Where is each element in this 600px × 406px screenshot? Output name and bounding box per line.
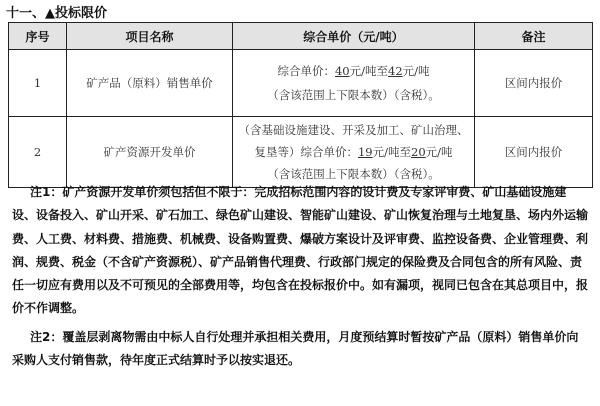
table-row bbox=[9, 117, 593, 188]
price-note: （含该范围上下限本数）（含税）。 bbox=[267, 167, 440, 181]
note-2: 注2：覆盖层剥离物需由中标人自行处理并承担相关费用，月度预结算时暂按矿产品（原料）销售单价向采购人支付销售款，待年度正式结算时予以按实退还。 bbox=[12, 329, 579, 368]
price-range bbox=[233, 59, 474, 83]
row-no: 2 bbox=[9, 117, 67, 188]
price-suffix: 元/吨 bbox=[425, 145, 453, 159]
header-unit-price: 综合单价（元/吨） bbox=[233, 23, 475, 50]
bid-price-table bbox=[8, 22, 593, 188]
header-no: 序号 bbox=[9, 23, 67, 50]
price-prefix: 综合单价： bbox=[277, 64, 335, 78]
row-remark: 区间内报价 bbox=[475, 50, 593, 117]
note-1: 注1：矿产资源开发单价须包括但不限于：完成招标范围内容的设计费及专家评审费、矿山基础设施建设、设备投入、矿山开采、矿石加工、绿色矿山建设、智能矿山建设、矿山恢复治理与土地复垦、场内外运输费、人工费、材料费、措施费、机械费、设备购置费、爆破方案设计及评审费、监控设备费、企业管理费、利润、规费、税金（不含矿产资源税）、矿产品销售代理费、行政部门规定的保险费及合同包含的所有风险、责任一切应有费用以及不可预见的全部费用等，均包含在投标报价中。如有漏项，视同已包含在其总项目中，报价不作调整。 bbox=[12, 185, 589, 316]
price-range bbox=[233, 141, 474, 163]
price-low: 19 bbox=[357, 145, 373, 159]
price-note: （含该范围上下限本数）（含税）。 bbox=[267, 88, 440, 102]
price-suffix: 元/吨 bbox=[402, 64, 430, 78]
row-item-name: 矿产品（原料）销售单价 bbox=[67, 50, 233, 117]
price-high: 20 bbox=[411, 145, 426, 159]
price-high: 42 bbox=[388, 64, 403, 78]
scope-line-2: 复垦等）综合单价： bbox=[254, 145, 358, 159]
header-item-name: 项目名称 bbox=[67, 23, 233, 50]
row-remark: 区间内报价 bbox=[475, 117, 593, 188]
table-row bbox=[9, 50, 593, 117]
table-header-row bbox=[9, 23, 593, 50]
row-unit-price bbox=[233, 50, 475, 117]
header-remark: 备注 bbox=[475, 23, 593, 50]
row-unit-price bbox=[233, 117, 475, 188]
section-title: 十一、▲投标限价 bbox=[6, 6, 107, 21]
scope-line-1: （含基础设施建设、开采及加工、矿山治理、 bbox=[238, 123, 469, 137]
price-mid: 元/吨至 bbox=[349, 64, 388, 78]
row-no: 1 bbox=[9, 50, 67, 117]
row-item-name: 矿产资源开发单价 bbox=[67, 117, 233, 188]
notes-section bbox=[12, 181, 590, 372]
price-low: 40 bbox=[334, 64, 350, 78]
price-mid: 元/吨至 bbox=[372, 145, 411, 159]
